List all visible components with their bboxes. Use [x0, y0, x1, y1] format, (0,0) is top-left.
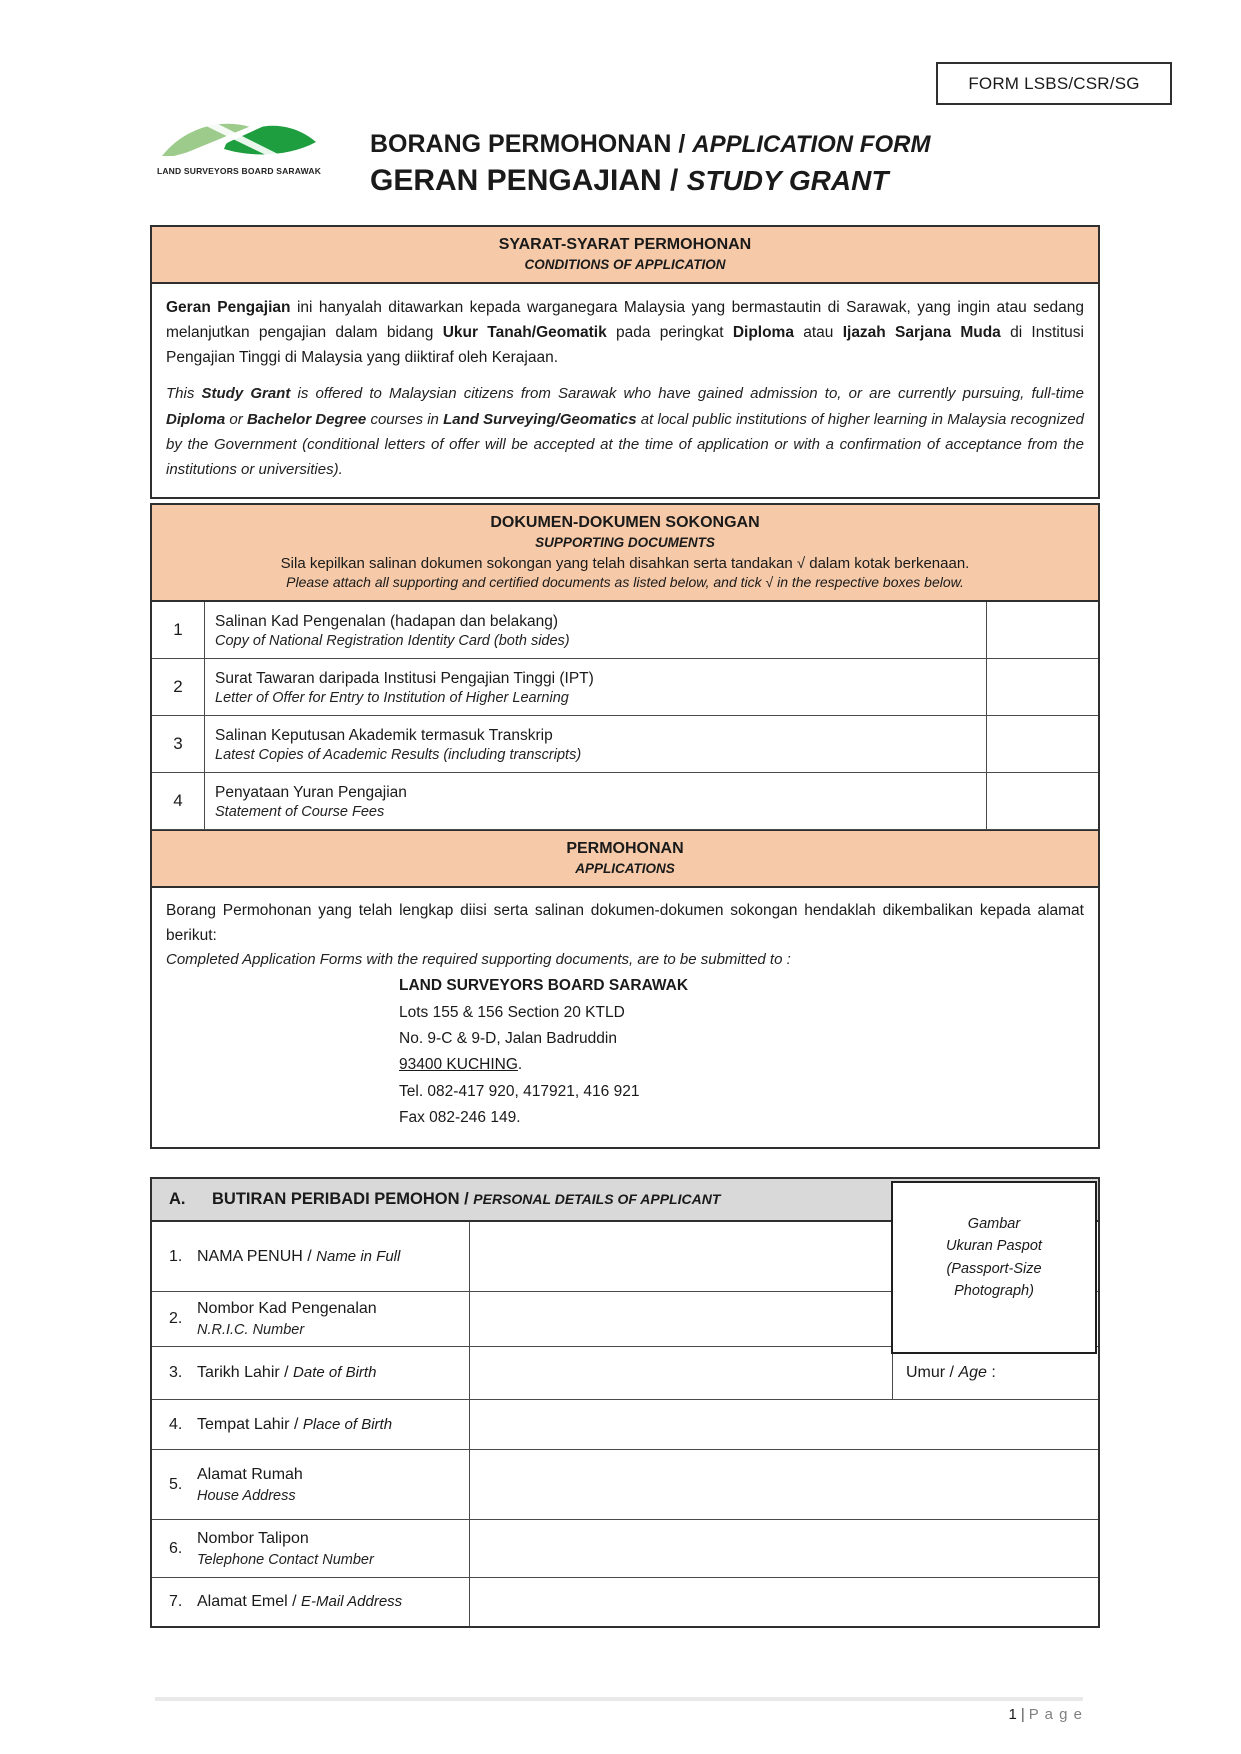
doc-checkbox-2[interactable]: [986, 659, 1098, 715]
field-label: [152, 1520, 470, 1577]
title1-malay: BORANG PERMOHONAN: [370, 130, 672, 158]
form-code-text: FORM LSBS/CSR/SG: [968, 73, 1140, 93]
title2-sep: /: [661, 164, 687, 197]
doc-checkbox-4[interactable]: [986, 773, 1098, 829]
conditions-body: [152, 284, 1098, 497]
applications-heading-malay: PERMOHONAN: [566, 840, 684, 858]
input-house-address[interactable]: [470, 1450, 1098, 1519]
applications-paragraph-malay: Borang Permohonan yang telah lengkap diisi serta salinan dokumen-dokumen sokongan hendaklah dikembalikan kepada alamat berikut:: [166, 902, 1084, 945]
field-number: 1.: [169, 1247, 183, 1265]
field-label-text: Alamat Emel / E-Mail Address: [197, 1593, 403, 1610]
document-label-malay: Surat Tawaran daripada Institusi Pengajian Tinggi (IPT): [215, 669, 594, 687]
field-label-text: Tempat Lahir / Place of Birth: [197, 1415, 393, 1433]
row-email-address: [152, 1578, 1098, 1626]
document-label-english: Letter of Offer for Entry to Institution of Higher Learning: [215, 689, 569, 706]
applications-heading-english: APPLICATIONS: [575, 861, 675, 877]
page-number-label: P a g e: [1028, 1706, 1083, 1723]
row-place-of-birth: [152, 1400, 1098, 1450]
input-place-of-birth[interactable]: [470, 1400, 1098, 1449]
title1-english: APPLICATION FORM: [692, 131, 931, 158]
document-description: [205, 716, 986, 772]
document-number: 1: [152, 602, 205, 658]
address-organisation: LAND SURVEYORS BOARD SARAWAK: [399, 977, 689, 995]
title2-english: STUDY GRANT: [686, 165, 889, 196]
photo-box-line: Gambar: [967, 1216, 1021, 1232]
document-description: [205, 773, 986, 829]
section-a-index: A.: [169, 1190, 186, 1208]
document-label-malay: Salinan Keputusan Akademik termasuk Transkrip: [215, 726, 553, 744]
document-row-2: [152, 659, 1098, 716]
address-fax: Fax 082-246 149.: [399, 1109, 521, 1127]
field-label-english: Telephone Contact Number: [197, 1551, 374, 1568]
field-label-text: Nombor Kad Pengenalan: [197, 1300, 377, 1317]
field-label-text: Nombor Talipon: [197, 1529, 309, 1547]
documents-heading-malay: DOKUMEN-DOKUMEN SOKONGAN: [490, 514, 760, 532]
documents-instruction-malay: Sila kepilkan salinan dokumen sokongan yang telah disahkan serta tandakan √ dalam kotak berkenaan.: [280, 555, 970, 573]
conditions-heading-malay: SYARAT-SYARAT PERMOHONAN: [498, 236, 752, 253]
field-number: 3.: [169, 1364, 183, 1381]
page-title: [370, 130, 930, 198]
address-line-1: Lots 155 & 156 Section 20 KTLD: [399, 1003, 625, 1021]
field-label: [152, 1450, 470, 1519]
document-label-malay: Penyataan Yuran Pengajian: [215, 783, 407, 801]
title-line-1: [370, 130, 930, 159]
field-label-text: Tarikh Lahir / Date of Birth: [197, 1364, 377, 1381]
passport-photo-box[interactable]: [891, 1181, 1097, 1354]
conditions-paragraph-english: This Study Grant is offered to Malaysian citizens from Sarawak who have gained admission to, or are currently pursuing, full-time Diploma or Bachelor Degree courses in Land Surveying/Geomatics at local public institutions of higher learning in Malaysia recognized by the Government (conditional letters of offer will be accepted at the time of application or with a confirmation of acceptance from the institutions or universities).: [166, 385, 1085, 478]
section-a-sep: /: [459, 1190, 474, 1208]
row-telephone-number: [152, 1520, 1098, 1578]
lsbs-logo-icon: [158, 116, 320, 164]
title1-sep: /: [671, 130, 693, 158]
field-label-text: NAMA PENUH / Name in Full: [197, 1247, 401, 1265]
input-email-address[interactable]: [470, 1578, 1098, 1626]
field-number: 5.: [169, 1475, 183, 1493]
address-line-3: 93400 KUCHING.: [399, 1056, 523, 1074]
field-label-english: House Address: [197, 1487, 296, 1504]
conditions-header: [152, 227, 1098, 284]
field-label: [152, 1578, 470, 1626]
field-number: 4.: [169, 1415, 183, 1433]
footer-divider: [155, 1697, 1083, 1701]
document-row-3: [152, 716, 1098, 773]
field-label: [152, 1400, 470, 1449]
form-code-box: [936, 62, 1172, 105]
photo-box-line: Photograph): [954, 1283, 1034, 1300]
age-label: Umur / Age :: [906, 1364, 996, 1381]
document-number: 2: [152, 659, 205, 715]
submission-address: [399, 973, 1084, 1131]
address-telephone: Tel. 082-417 920, 417921, 416 921: [399, 1082, 640, 1100]
address-line-2: No. 9-C & 9-D, Jalan Badruddin: [399, 1029, 617, 1047]
field-label: [152, 1292, 470, 1346]
applications-paragraph-english: Completed Application Forms with the required supporting documents, are to be submitted to :: [166, 951, 791, 969]
input-telephone-number[interactable]: [470, 1520, 1098, 1577]
applications-body: [152, 888, 1098, 1147]
title-line-2: [370, 164, 930, 198]
document-description: [205, 602, 986, 658]
document-label-english: Copy of National Registration Identity Card (both sides): [215, 632, 570, 649]
document-description: [205, 659, 986, 715]
row-house-address: [152, 1450, 1098, 1520]
conditions-heading-english: CONDITIONS OF APPLICATION: [524, 257, 726, 272]
doc-checkbox-1[interactable]: [986, 602, 1098, 658]
input-date-of-birth[interactable]: [470, 1347, 893, 1399]
field-label-english: N.R.I.C. Number: [197, 1322, 305, 1338]
document-number: 3: [152, 716, 205, 772]
main-content: [150, 225, 1100, 1610]
logo-block: [150, 116, 328, 176]
logo-caption: LAND SURVEYORS BOARD SARAWAK: [156, 166, 322, 176]
photo-box-line: Ukuran Paspot: [946, 1238, 1042, 1255]
conditions-section: [150, 225, 1100, 499]
field-number: 6.: [169, 1539, 183, 1557]
page-number-separator: |: [1020, 1706, 1025, 1723]
page-number-value: 1: [1008, 1706, 1017, 1723]
applications-header: [152, 830, 1098, 888]
supporting-documents-section: [150, 503, 1100, 1149]
documents-header: [152, 505, 1098, 602]
doc-checkbox-3[interactable]: [986, 716, 1098, 772]
title2-malay: GERAN PENGAJIAN: [370, 164, 662, 197]
photo-box-line: (Passport-Size: [946, 1260, 1042, 1277]
field-number: 2.: [169, 1310, 183, 1327]
field-label-text: Alamat Rumah: [197, 1465, 303, 1483]
input-age[interactable]: [893, 1347, 1098, 1399]
page-number: [155, 1706, 1083, 1723]
document-number: 4: [152, 773, 205, 829]
field-label: [152, 1347, 470, 1399]
document-label-english: Latest Copies of Academic Results (including transcripts): [215, 746, 582, 763]
document-label-english: Statement of Course Fees: [215, 803, 385, 820]
section-a-personal-details: [150, 1177, 1100, 1628]
document-row-4: [152, 773, 1098, 830]
field-label: [152, 1222, 470, 1291]
document-row-1: [152, 602, 1098, 659]
section-a-heading-malay: BUTIRAN PERIBADI PEMOHON: [212, 1190, 460, 1208]
section-a-heading-english: PERSONAL DETAILS OF APPLICANT: [473, 1191, 721, 1207]
row-date-of-birth: [152, 1347, 1098, 1400]
field-number: 7.: [169, 1593, 183, 1610]
conditions-paragraph-malay: Geran Pengajian ini hanyalah ditawarkan kepada warganegara Malaysia yang bermastautin di Sarawak, yang ingin atau sedang melanjutkan pengajian dalam bidang Ukur Tanah/Geomatik pada peringkat Diploma atau Ijazah Sarjana Muda di Institusi Pengajian Tinggi di Malaysia yang diiktiraf oleh Kerajaan.: [166, 299, 1084, 367]
documents-heading-english: SUPPORTING DOCUMENTS: [535, 535, 715, 551]
document-label-malay: Salinan Kad Pengenalan (hadapan dan belakang): [215, 612, 559, 630]
documents-instruction-english: Please attach all supporting and certified documents as listed below, and tick √ in the respective boxes below.: [286, 574, 964, 591]
